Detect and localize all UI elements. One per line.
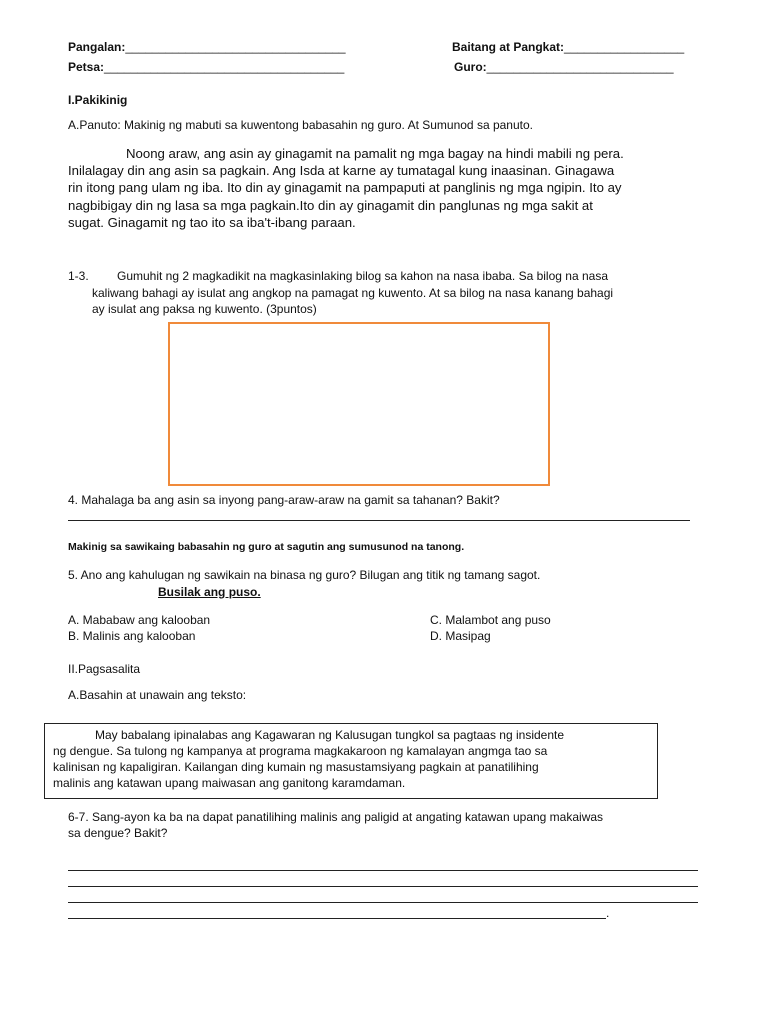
- question-1-3-line: ay isulat ang paksa ng kuwento. (3puntos): [92, 302, 317, 316]
- answer-line[interactable]: [68, 886, 698, 887]
- idiom-text-underlined: Busilak ang puso.: [158, 585, 261, 599]
- reading-text-line: malinis ang katawan upang maiwasan ang ganitong karamdaman.: [53, 776, 406, 790]
- question-1-3-number: 1-3.: [68, 269, 89, 283]
- answer-line[interactable]: [68, 902, 698, 903]
- choice-b[interactable]: B. Malinis ang kalooban: [68, 629, 196, 643]
- answer-line[interactable]: [68, 918, 606, 919]
- end-period: .: [606, 906, 610, 920]
- reading-text-line: kalinisan ng kapaligiran. Kailangan ding kumain ng masustamsiyang pagkain at panatilihing: [53, 760, 539, 774]
- choice-a[interactable]: A. Mababaw ang kalooban: [68, 613, 211, 627]
- story-line: nagbibigay din ng lasa sa mga pagkain.Ito din ay ginagamit din panglunas ng mga sakit at: [68, 197, 593, 213]
- story-line: Inilalagay din ang asin sa pagkain. Ang Isda at karne ay tumatagal kung inaasinan. Ginagawa: [68, 163, 615, 179]
- answer-line[interactable]: [68, 870, 698, 871]
- reading-text-line: ng dengue. Sa tulong ng kampanya at programa magkakaroon ng kamalayan angmga tao sa: [53, 744, 548, 758]
- question-6-7-line: sa dengue? Bakit?: [68, 826, 168, 840]
- teacher-blank: ____________________________: [486, 60, 674, 74]
- idiom-text: [158, 585, 261, 599]
- teacher-field: [454, 60, 674, 74]
- reading-text-line: May babalang ipinalabas ang Kagawaran ng Kalusugan tungkol sa pagtaas ng insidente: [95, 728, 565, 742]
- question-4: 4. Mahalaga ba ang asin sa inyong pang-araw-araw na gamit sa tahanan? Bakit?: [68, 493, 500, 507]
- date-blank: ____________________________________: [104, 60, 345, 74]
- section-1-instruction: A.Panuto: Makinig ng mabuti sa kuwentong babasahin ng guro. At Sumunod sa panuto.: [68, 118, 533, 132]
- grade-section-field: [452, 40, 684, 54]
- story-line: sugat. Ginagamit ng tao ito sa iba't-ibang paraan.: [68, 214, 356, 230]
- reading-text-box: [44, 723, 658, 799]
- drawing-answer-box[interactable]: [168, 322, 550, 486]
- grade-section-blank: __________________: [564, 40, 685, 54]
- teacher-label: Guro:: [454, 60, 487, 74]
- name-label: Pangalan:: [68, 40, 126, 54]
- section-2-instruction: A.Basahin at unawain ang teksto:: [68, 688, 247, 702]
- story-line: Noong araw, ang asin ay ginagamit na pamalit ng mga bagay na hindi mabili ng pera.: [126, 146, 624, 161]
- section-1-title: I.Pakikinig: [68, 93, 128, 107]
- section-2-title: II.Pagsasalita: [68, 662, 141, 676]
- grade-section-label: Baitang at Pangkat:: [452, 40, 565, 54]
- question-6-7-line: 6-7. Sang-ayon ka ba na dapat panatilihing malinis ang paligid at angating katawan upang makaiwas: [68, 810, 604, 824]
- story-paragraph: [68, 145, 708, 231]
- name-blank: _________________________________: [125, 40, 346, 54]
- name-field: [68, 40, 346, 54]
- answer-line[interactable]: [68, 520, 690, 521]
- idiom-instruction: Makinig sa sawikaing babasahin ng guro at sagutin ang sumusunod na tanong.: [68, 541, 465, 553]
- date-field: [68, 60, 344, 74]
- question-1-3-line: kaliwang bahagi ay isulat ang angkop na pamagat ng kuwento. At sa bilog na nasa kanang bahagi: [92, 286, 614, 300]
- choice-d[interactable]: D. Masipag: [430, 629, 491, 643]
- question-1-3-line: Gumuhit ng 2 magkadikit na magkasinlaking bilog sa kahon na nasa ibaba. Sa bilog na nasa: [117, 269, 608, 283]
- date-label: Petsa:: [68, 60, 105, 74]
- story-line: rin itong pang ulam ng iba. Ito din ay ginagamit na pampaputi at panglinis ng mga ngipin. Ito ay: [68, 180, 622, 196]
- question-5: 5. Ano ang kahulugan ng sawikain na binasa ng guro? Bilugan ang titik ng tamang sagot.: [68, 568, 541, 582]
- choice-c[interactable]: C. Malambot ang puso: [430, 613, 551, 627]
